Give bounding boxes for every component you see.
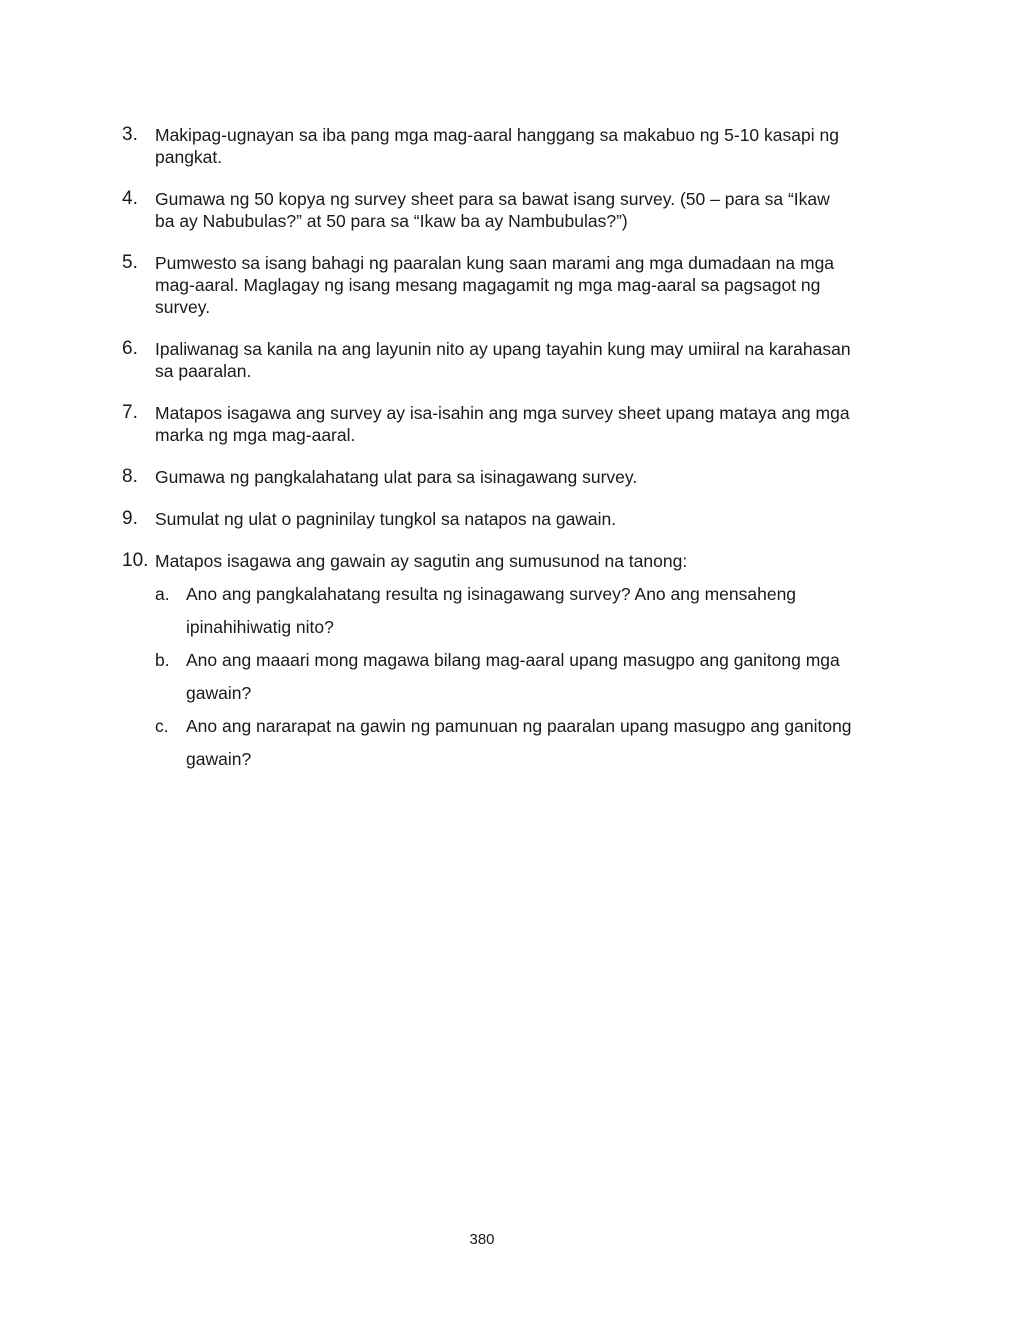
step-item bbox=[122, 550, 852, 776]
sub-question-letter: a. bbox=[155, 584, 170, 604]
page-number: 380 bbox=[469, 1231, 495, 1248]
sub-question-text: Ano ang pangkalahatang resulta ng isinagawang survey? Ano ang mensaheng ipinahihiwatig nito? bbox=[186, 584, 797, 637]
step-number: 9. bbox=[122, 508, 138, 529]
sub-question-text: Ano ang nararapat na gawin ng pamunuan ng paaralan upang masugpo ang ganitong gawain? bbox=[186, 716, 852, 769]
step-number: 8. bbox=[122, 466, 138, 487]
step-text: Gumawa ng 50 kopya ng survey sheet para sa bawat isang survey. (50 – para sa “Ikaw ba ay Nabubulas?” at 50 para sa “Ikaw ba ay Nambubulas?”) bbox=[155, 189, 830, 231]
step-item bbox=[122, 252, 852, 318]
step-text: Ipaliwanag sa kanila na ang layunin nito ay upang tayahin kung may umiiral na karahasan sa paaralan. bbox=[155, 339, 851, 381]
sub-question-letter: c. bbox=[155, 716, 169, 736]
sub-question-item bbox=[155, 644, 852, 710]
step-number: 7. bbox=[122, 402, 138, 423]
sub-question-letter: b. bbox=[155, 650, 170, 670]
step-number: 3. bbox=[122, 124, 138, 145]
step-text: Matapos isagawa ang gawain ay sagutin ang sumusunod na tanong: bbox=[155, 551, 688, 571]
step-item bbox=[122, 508, 852, 530]
step-number: 4. bbox=[122, 188, 138, 209]
step-text: Makipag-ugnayan sa iba pang mga mag-aaral hanggang sa makabuo ng 5-10 kasapi ng pangkat. bbox=[155, 125, 839, 167]
step-item bbox=[122, 338, 852, 382]
step-item bbox=[122, 124, 852, 168]
step-item bbox=[122, 402, 852, 446]
sub-question-item bbox=[155, 710, 852, 776]
step-text: Sumulat ng ulat o pagninilay tungkol sa natapos na gawain. bbox=[155, 509, 617, 529]
step-number: 10. bbox=[122, 550, 149, 571]
step-number: 5. bbox=[122, 252, 138, 273]
step-item bbox=[122, 466, 852, 488]
sub-question-text: Ano ang maaari mong magawa bilang mag-aaral upang masugpo ang ganitong mga gawain? bbox=[186, 650, 840, 703]
instruction-steps bbox=[122, 124, 852, 796]
sub-question-list bbox=[155, 578, 852, 776]
step-text: Pumwesto sa isang bahagi ng paaralan kung saan marami ang mga dumadaan na mga mag-aaral. Maglagay ng isang mesang magagamit ng mga mag-aaral sa pagsagot ng survey. bbox=[155, 253, 835, 317]
sub-question-item bbox=[155, 578, 852, 644]
step-text: Gumawa ng pangkalahatang ulat para sa isinagawang survey. bbox=[155, 467, 638, 487]
step-item bbox=[122, 188, 852, 232]
step-number: 6. bbox=[122, 338, 138, 359]
step-text: Matapos isagawa ang survey ay isa-isahin ang mga survey sheet upang mataya ang mga marka ng mga mag-aaral. bbox=[155, 403, 850, 445]
